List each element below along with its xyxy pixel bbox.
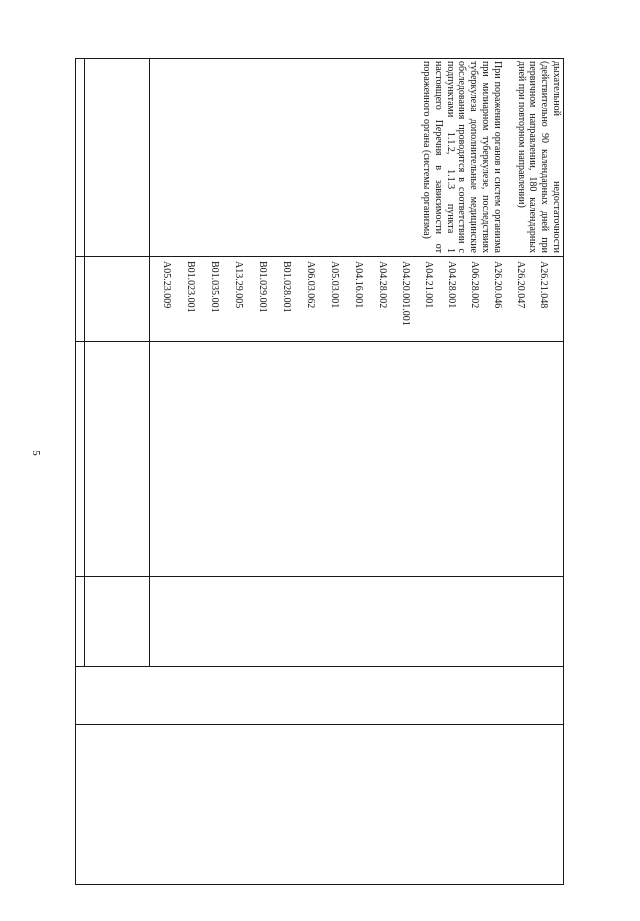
description-cell-current: При поражении органов и систем организма при милиарном туберкулезе, последствиях туберкулеза дополнительные медицинские обследования проводятся в соответствии с подпунктами 1.1.2, 1.1.3 пункта 1 настоящего Перечня в зависимости от пораженного органа (системы организма) <box>421 61 503 253</box>
service-code: A06.03.062 <box>305 261 316 309</box>
service-code: A26.20.046 <box>492 261 503 309</box>
page-number: 5 <box>30 450 42 456</box>
table-rule-header-col <box>149 59 150 257</box>
service-code: B01.028.001 <box>281 261 292 313</box>
description-column <box>420 61 562 253</box>
service-code: A04.21.001 <box>423 261 434 309</box>
table-rule-middle <box>76 666 563 667</box>
service-code: A26.20.047 <box>515 261 526 309</box>
service-code: A04.20.001.001 <box>400 261 411 326</box>
service-code: B01.029.001 <box>257 261 268 313</box>
service-code: B01.035.001 <box>209 261 220 313</box>
service-code: A04.28.002 <box>377 261 388 309</box>
service-code: A04.28.001 <box>446 261 457 309</box>
service-code: A06.28.002 <box>469 261 480 309</box>
service-code: A04.16.001 <box>353 261 364 309</box>
service-code: A13.29.005 <box>233 261 244 309</box>
service-code: B01.023.001 <box>185 261 196 313</box>
service-code: A05.23.009 <box>161 261 172 309</box>
table-rule-entry-separator <box>84 59 85 666</box>
description-cell-previous: дыхательной недостаточности (действительно 90 календарных дней при первичном направлении, 180 календарных дней при повторном направлении) <box>515 61 562 253</box>
service-code: A05.03.001 <box>329 261 340 309</box>
document-table <box>75 58 564 885</box>
table-rule-lower <box>76 724 563 725</box>
service-code: A26.21.048 <box>538 261 549 309</box>
